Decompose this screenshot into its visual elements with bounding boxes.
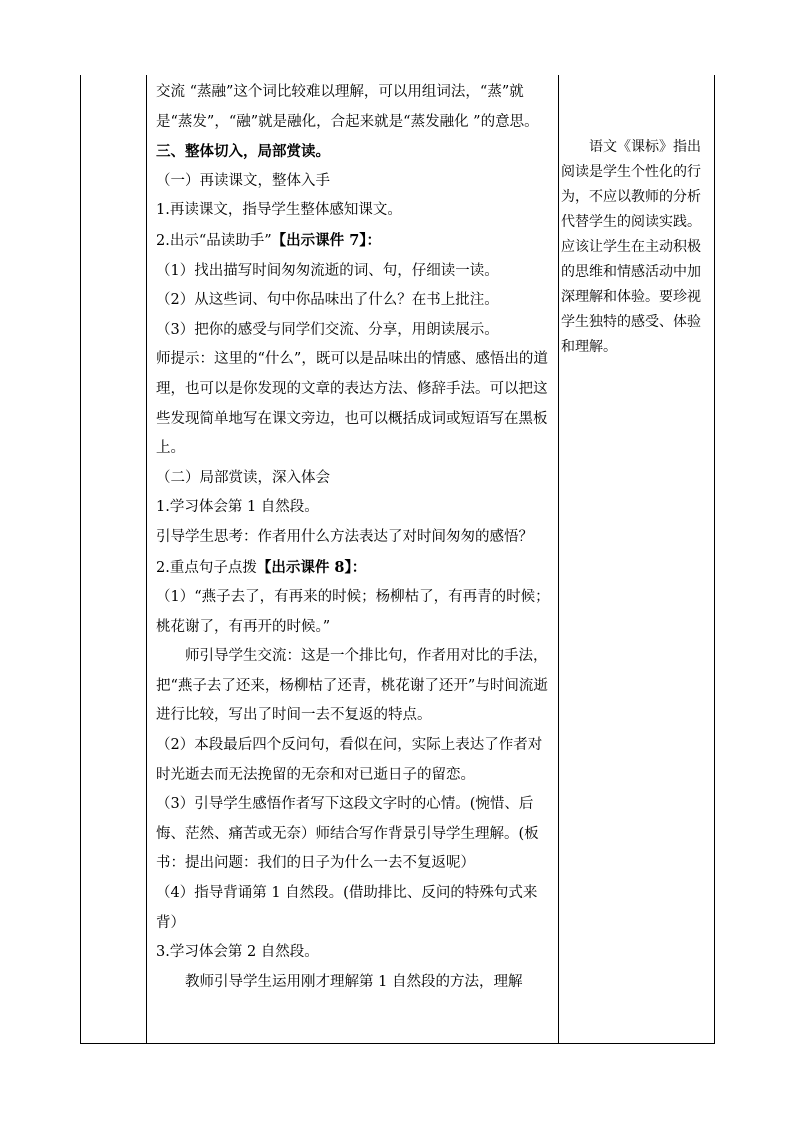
paragraph: 1.再读课文，指导学生整体感知课文。 bbox=[156, 202, 402, 219]
lesson-process-cell bbox=[156, 78, 556, 997]
section-heading: 三、整体切入，局部赏读。 bbox=[156, 143, 330, 161]
paragraph bbox=[156, 226, 556, 257]
design-intent-cell bbox=[561, 135, 712, 360]
text: 2.重点句子点拨 bbox=[156, 559, 257, 576]
paragraph: （3）把你的感受与同学们交流、分享，用朗读展示。 bbox=[156, 321, 499, 338]
table-border-col2 bbox=[558, 75, 559, 1043]
paragraph bbox=[156, 553, 556, 584]
table-border-right bbox=[714, 75, 715, 1043]
paragraph: 交流 “蒸融”这个词比较难以理解，可以用组词法，“蒸”就是“蒸发”，“融”就是融化，合起来就是“蒸发融化 ”的意思。 bbox=[156, 84, 539, 130]
paragraph: 师引导学生交流：这是一个排比句，作者用对比的手法，把“燕子去了还来，杨柳枯了还青，桃花谢了还开”与时间流逝进行比较，写出了时间一去不复返的特点。 bbox=[156, 648, 548, 724]
paragraph: 教师引导学生运用刚才理解第 1 自然段的方法，理解 bbox=[185, 973, 523, 990]
subheading: （一）再读课文，整体入手 bbox=[156, 172, 330, 189]
paragraph: （1）找出描写时间匆匆流逝的词、句，仔细读一读。 bbox=[156, 262, 499, 279]
table-border-bottom bbox=[80, 1043, 715, 1044]
paragraph: 1.学习体会第 1 自然段。 bbox=[156, 499, 319, 516]
text: 2.出示“品读助手” bbox=[156, 232, 272, 249]
paragraph: （2）从这些词、句中你品味出了什么？在书上批注。 bbox=[156, 292, 499, 309]
paragraph: （4）指导背诵第 1 自然段。(借助排比、反问的特殊句式来背） bbox=[156, 885, 538, 931]
table-border-left bbox=[80, 75, 81, 1043]
paragraph: （3）引导学生感悟作者写下这段文字时的心情。(惋惜、后悔、茫然、痛苦或无奈）师结合写作背景引导学生理解。(板书：提出问题：我们的日子为什么一去不复返呢） bbox=[156, 796, 539, 872]
paragraph: 3.学习体会第 2 自然段。 bbox=[156, 944, 319, 961]
paragraph: （2）本段最后四个反问句，看似在问，实际上表达了作者对时光逝去而无法挽留的无奈和对已逝日子的留恋。 bbox=[156, 737, 543, 783]
paragraph: （1）“燕子去了，有再来的时候；杨柳枯了，有再青的时候；桃花谢了，有再开的时候。” bbox=[156, 589, 550, 635]
paragraph: 引导学生思考：作者用什么方法表达了对时间匆匆的感悟？ bbox=[156, 528, 533, 545]
side-note: 语文《课标》指出阅读是学生个性化的行为，不应以教师的分析代替学生的阅读实践。应该让学生在主动积极的思维和情感活动中加深理解和体验。要珍视学生独特的感受、体验和理解。 bbox=[561, 139, 701, 355]
subheading: （二）局部赏读，深入体会 bbox=[156, 469, 330, 486]
paragraph: 师提示：这里的“什么”，既可以是品味出的情感、感悟出的道理，也可以是你发现的文章的表达方法、修辞手法。可以把这些发现简单地写在课文旁边，也可以概括成词或短语写在黑板上。 bbox=[156, 351, 548, 457]
courseware-label: 【出示课件 8】： bbox=[256, 558, 367, 576]
courseware-label: 【出示课件 7】： bbox=[271, 231, 382, 249]
table-border-col1 bbox=[146, 75, 147, 1043]
